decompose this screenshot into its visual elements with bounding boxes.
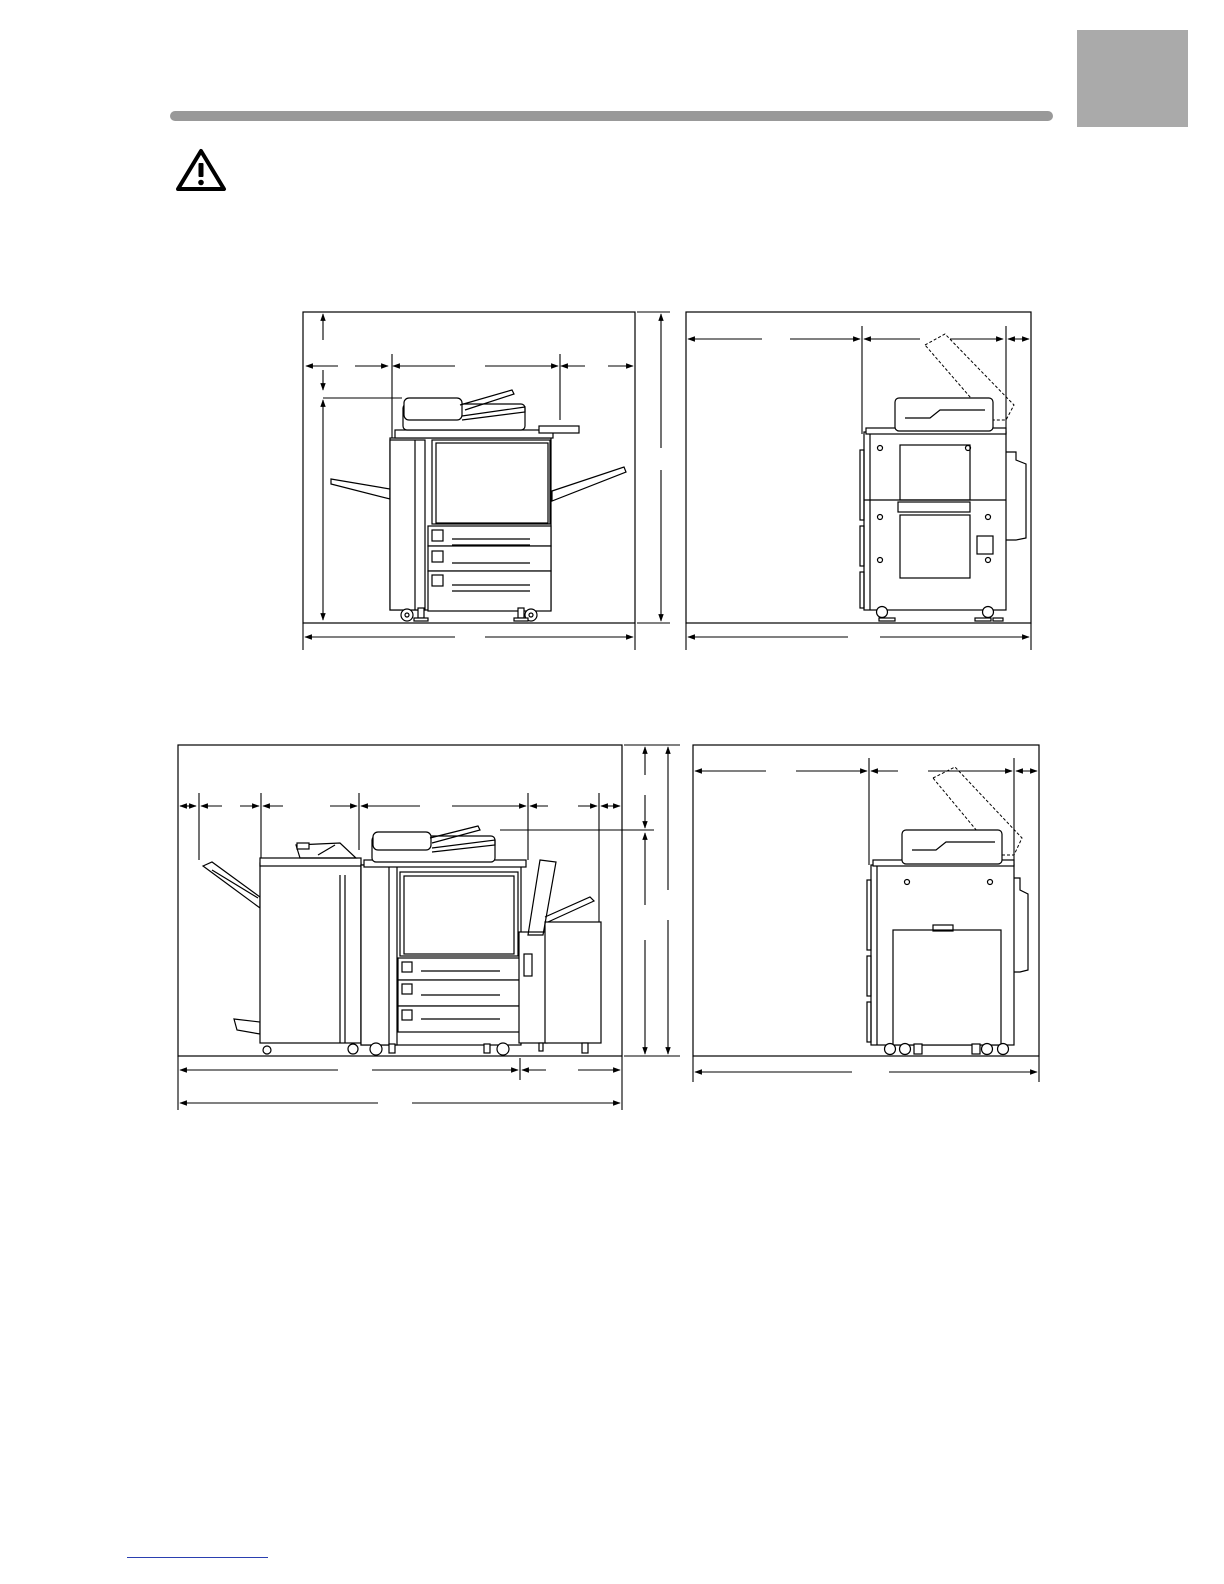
- copier-side-body: [860, 334, 1026, 621]
- full-system-front-view: [178, 745, 680, 1110]
- base-unit-front-view: [303, 312, 670, 650]
- footer-link-rule: [127, 1557, 268, 1558]
- full-system-side-view: [693, 745, 1039, 1082]
- full-system-front-body: [203, 826, 601, 1055]
- copier-front-body: [331, 390, 626, 621]
- base-unit-side-view: [686, 312, 1031, 650]
- full-system-side-body: [867, 767, 1028, 1055]
